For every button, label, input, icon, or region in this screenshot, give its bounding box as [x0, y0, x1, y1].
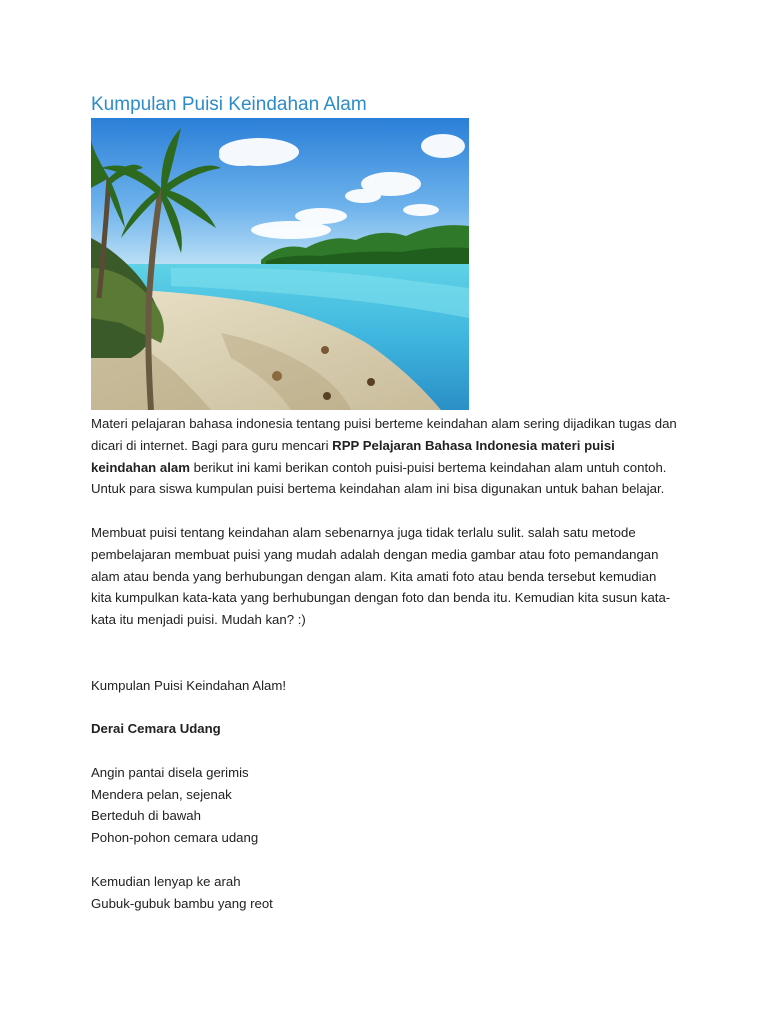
poem-line: Angin pantai disela gerimis: [91, 764, 249, 780]
poem-line: Pohon-pohon cemara udang: [91, 830, 259, 846]
intro-paragraph: [91, 413, 677, 500]
poem-stanza-1: [91, 762, 677, 849]
poem-line: Berteduh di bawah: [91, 808, 201, 824]
beach-photo: [91, 118, 469, 410]
intro-text-start: Materi pelajaran bahasa indonesia tentang puisi berteme keindahan alam sering dijadikan tugas dan dicari di internet. Bagi para guru mencari: [91, 416, 677, 453]
poem-line: Kemudian lenyap ke arah: [91, 873, 241, 889]
poem-line: Gubuk-gubuk bambu yang reot: [91, 895, 273, 911]
intro-text-end: berikut ini kami berikan contoh puisi-puisi bertema keindahan alam untuh contoh. Untuk para siswa kumpulan puisi bertema keindahan alam ini bisa digunakan untuk bahan belajar.: [91, 459, 667, 497]
rpp-bold-phrase: RPP Pelajaran Bahasa Indonesia materi puisi keindahan alam: [91, 437, 615, 475]
poem-title: Derai Cemara Udang: [91, 721, 221, 737]
poem-stanza-2: [91, 871, 677, 915]
poem-line: Mendera pelan, sejenak: [91, 786, 232, 802]
collection-heading: Kumpulan Puisi Keindahan Alam!: [91, 677, 287, 693]
article-title: Kumpulan Puisi Keindahan Alam: [91, 94, 367, 115]
method-paragraph: Membuat puisi tentang keindahan alam sebenarnya juga tidak terlalu sulit. salah satu metode pembelajaran membuat puisi yang mudah adalah dengan media gambar atau foto pemandangan alam atau benda yang berhubungan dengan alam. Kita amati foto atau benda tersebut kemudian kita kumpulkan kata-kata yang berhubungan dengan foto dan benda itu. Kemudian kita susun kata-kata itu menjadi puisi. Mudah kan? :): [91, 524, 671, 628]
article: [91, 92, 677, 914]
